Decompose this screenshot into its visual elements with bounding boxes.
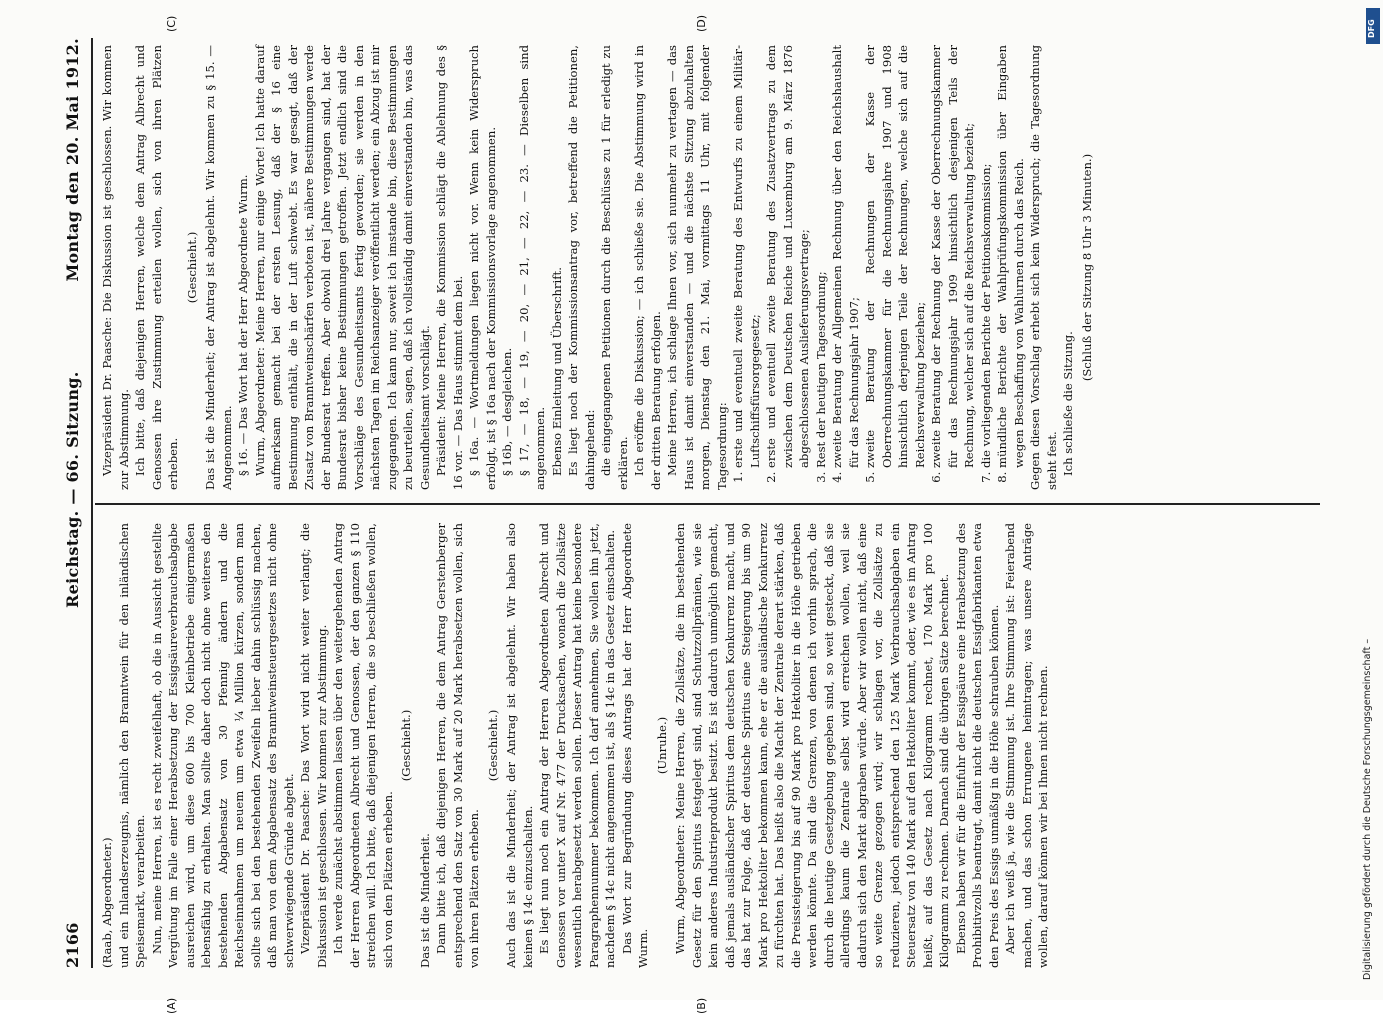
paragraph: (Geschieht.) <box>485 709 500 782</box>
paragraph: Aber ich weiß ja, wie die Stimmung ist. Ihre Stimmung ist: Feierabend machen, und das schon Errungene heimtragen; was unsere Anträge wollen, darauf können wir bei Ihnen nicht rechnen. <box>1003 523 1050 968</box>
agenda-item: 6. zweite Beratung der Rechnung der Kasse der Oberrechnungskammer für das Rechnungsjahr 1909 hinsichtlich desjenigen Teils der Rechnung, welcher sich auf die Reichsverwaltung bezieht; <box>928 45 978 468</box>
rotated-newspaper-page <box>55 14 1325 1014</box>
paragraph: die eingegangenen Petitionen durch die Beschlüsse zu 1 für erledigt zu erklären. <box>599 45 630 490</box>
paragraph: § 16b, — desgleichen. <box>500 347 514 476</box>
column-divider <box>95 503 1320 505</box>
agenda-item: 1. erste und eventuell zweite Beratung des Entwurfs zu einem Militär-Luftschiffsfürsorgegesetz; <box>730 45 763 468</box>
paragraph: Vizepräsident Dr. Paasche: Das Wort wird nicht weiter verlangt; die Diskussion ist geschlossen. Wir kommen zur Abstimmung. <box>298 523 329 968</box>
paragraph: (Raab, Abgeordneter.) <box>100 837 114 968</box>
paragraph: Ebenso haben wir für die Einfuhr der Essigsäure eine Herabsetzung des Prohibitivzolls beantragt, damit nicht die deutschen Essigfabrikanten etwa den Preis des Essigs unmäßig in die Höhe schrauben können. <box>953 523 1001 968</box>
left-column <box>99 523 1052 968</box>
paragraph: (Geschieht.) <box>184 231 199 304</box>
agenda-item: 3. Rest der heutigen Tagesordnung; <box>813 45 830 468</box>
agenda-item: 2. erste und eventuell zweite Beratung des Zusatzvertrags zu dem zwischen dem Deutschen Reiche und Luxemburg am 9. März 1876 abgeschlossenen Auslieferungsvertrage; <box>763 45 813 468</box>
page-number: 2166 <box>63 922 82 968</box>
dfg-logo: DFG <box>1366 8 1380 44</box>
paragraph: § 16. — Das Wort hat der Herr Abgeordnete Wurm. <box>236 174 250 476</box>
agenda-item: 7. die vorliegenden Berichte der Petitionskommission; <box>978 45 995 468</box>
paragraph: (Unruhe.) <box>654 716 669 775</box>
agenda-item: 4. zweite Beratung der Allgemeinen Rechnung über den Reichshaushalt für das Rechnungsjahr 1907; <box>829 45 862 468</box>
paragraph: Ebenso Einleitung und Überschrift. <box>549 267 564 476</box>
paragraph: Präsident: Meine Herren, die Kommission schlägt die Ablehnung des § 16 vor. — Das Haus stimmt dem bei. <box>434 45 465 490</box>
paragraph: Es liegt noch der Kommissionsantrag vor, betreffend die Petitionen, dahingehend: <box>566 45 597 490</box>
paragraph: Das ist die Minderheit; der Antrag ist abgelehnt. Wir kommen zu § 15. — Angenommen. <box>203 45 234 490</box>
paragraph: § 16a. — Wortmeldungen liegen nicht vor. Wenn kein Widerspruch erfolgt, ist § 16a nach der Kommissionsvorlage angenommen. <box>467 45 498 490</box>
paragraph: § 17, — 18, — 19, — 20, — 21, — 22, — 23. — Dieselben sind angenommen. <box>516 45 547 490</box>
paragraph: Das ist die Minderheit. <box>417 833 432 968</box>
paragraph: Wurm, Abgeordneter: Meine Herren, die Zollsätze, die im bestehenden Gesetz für den Spiritus festgelegt sind, sind Schutzzollprämien, wie sie kein anderes Industrieprodukt besitzt. Es ist dadurch unmöglich gemacht, daß jemals ausländischer Spiritus dem deutschen Konkurrenz macht, und das hat zur Folge, daß der deutsche Spiritus eine Steigerung bis um 90 Mark pro Hektoliter bekommen kann, ehe er die ausländische Konkurrenz zu fürchten hat. Das heißt also die Macht der Zentrale derart stärken, daß die Preissteigerung bis auf 90 Mark pro Hektoliter in die Höhe getrieben werden könnte. Da sind die Grenzen, von denen ich vorhin sprach, die durch die heutige Gesetzgebung gegeben sind, so weit gesteckt, daß sie allerdings kaum die Zentrale selbst wird erreichen wollen, weil sie dadurch sich den Markt abgraben würde. Aber wir wollen nicht, daß eine so weite Grenze gezogen wird; wir schlagen vor, die Zollsätze zu reduzieren, jedoch entsprechend den 125 Mark Verbrauchsabgaben ein Steuersatz von 140 Mark auf den Hektoliter kommt, oder, wie es im Antrag heißt, auf das Gesetz nach Kilogramm rechnet, 170 Mark pro 100 Kilogramm zu rechnen. Darnach sind die übrigen Sätze berechnet. <box>673 523 951 968</box>
paragraph: Gegen diesen Vorschlag erhebt sich kein Widerspruch; die Tagesordnung steht fest. <box>1028 45 1059 490</box>
paragraph: Es liegt nun noch ein Antrag der Herren Abgeordneten Albrecht und Genossen vor unter X auf Nr. 477 der Drucksachen, wonach die Zollsätze wesentlich herabgesetzt werden sollen. Dieser Antrag hat keine besondere Paragraphennummer bekommen. Ich darf annehmen, Sie wollen ihn jetzt, nachdem § 14c nicht angenommen ist, als § 14c in das Gesetz einschalten. <box>537 523 617 968</box>
paragraph: Wurm, Abgeordneter: Meine Herren, nur einige Worte! Ich hatte darauf aufmerksam gemacht bei der ersten Lesung, daß der § 16 eine Bestimmung enthält, die in der Luft schwebt. Es war gesagt, daß der Zusatz von Branntweinschärfen verboten ist, nähere Bestimmungen werde der Bundesrat treffen. Aber obwohl drei Jahre vergangen sind, hat der Bundesrat bisher keine Bestimmungen getroffen. Jetzt endlich sind die Vorschläge des Gesundheitsamts fertig geworden; sie werden in den nächsten Tagen im Reichsanzeiger veröffentlicht werden; ein Abzug ist mir zugegangen. Ich kann nur, soweit ich imstande bin, diese Bestimmungen zu beurteilen, sagen, daß ich vollständig damit einverstanden bin, was das Gesundheitsamt vorschlägt. <box>252 45 432 490</box>
session-title: Reichstag. — 66. Sitzung. <box>63 371 82 608</box>
paragraph: und ein Inlandserzeugnis, nämlich den Branntwein für den inländischen Speisemarkt, verarbeiten. <box>116 523 147 968</box>
paragraph: Ich eröffne die Diskussion; — ich schließe sie. Die Abstimmung wird in der dritten Beratung erfolgen. <box>632 45 663 490</box>
digitization-credit: Digitalisierung gefördert durch die Deutsche Forschungsgemeinschaft – <box>1362 638 1373 980</box>
margin-mark-c: (C) <box>165 15 178 32</box>
paragraph: Nun, meine Herren, ist es recht zweifelhaft, ob die in Aussicht gestellte Vergütung im Falle einer Herabsetzung der Essigsäureverbrauchsabgabe ausreichen wird, um diese 600 bis 700 Kleinbetriebe einigermaßen lebensfähig zu erhalten. Man sollte daher doch nicht ohne weiteres den bestehenden Abgabensatz von 30 Pfennig ändern und die Reichseinnahmen um neuem um etwa ¼ Million kürzen, sondern man sollte sich bei den bestehenden Zweifeln lieber dahin schlüssig machen, daß man von dem Abgabensatz des Branntweinsteuergesetzes nicht ohne schwerwiegende Gründe abgeht. <box>149 523 296 968</box>
paragraph: (Schluß der Sitzung 8 Uhr 3 Minuten.) <box>1079 153 1094 382</box>
page-header <box>55 38 89 968</box>
paragraph: Ich schließe die Sitzung. <box>1061 331 1075 476</box>
paragraph: (Geschieht.) <box>399 709 413 782</box>
agenda-list <box>730 45 1027 490</box>
margin-mark-b: (B) <box>695 997 708 1014</box>
paragraph: Dann bitte ich, daß diejenigen Herren, die dem Antrag Gerstenberger entsprechend den Satz von 30 Mark auf 20 Mark herabsetzen wollen, sich von ihren Plätzen erheben. <box>434 523 481 968</box>
paragraph: Auch das ist die Minderheit; der Antrag ist abgelehnt. Wir haben also keinen § 14c einzuschalten. <box>504 523 535 968</box>
margin-mark-d: (D) <box>695 14 708 32</box>
paragraph: Meine Herren, ich schlage Ihnen vor, sich nunmehr zu vertagen — das Haus ist damit einverstanden — und die nächste Sitzung abzuhalten morgen, Dienstag den 21. Mai, vormittags 11 Uhr, mit folgender Tagesordnung: <box>665 45 729 490</box>
paragraph: Das Wort zur Begründung dieses Antrags hat der Herr Abgeordnete Wurm. <box>619 523 650 968</box>
right-column <box>99 45 1097 490</box>
paragraph: Vizepräsident Dr. Paasche: Die Diskussion ist geschlossen. Wir kommen zur Abstimmung. <box>100 45 131 490</box>
paragraph: Ich werde zunächst abstimmen lassen über den weitergehenden Antrag der Herren Abgeordneten Albrecht und Genossen, der den ganzen § 110 streichen will. Ich bitte, daß diejenigen Herren, die so beschließen wollen, sich von den Plätzen erheben. <box>331 523 395 968</box>
agenda-item: 8. mündliche Berichte der Wahlprüfungskommission über Eingaben wegen Beschaffung von Wahlurnen durch das Reich. <box>994 45 1027 468</box>
paragraph: Ich bitte, daß diejenigen Herren, welche dem Antrag Albrecht und Genossen ihre Zustimmung erteilen wollen, sich von ihren Plätzen erheben. <box>133 45 180 490</box>
header-rule <box>91 38 93 968</box>
margin-mark-a: (A) <box>165 997 178 1014</box>
agenda-item: 5. zweite Beratung der Rechnungen der Kasse der Oberrechnungskammer für die Rechnungsjahre 1907 und 1908 hinsichtlich derjenigen Teile der Rechnungen, welche sich auf die Reichsverwaltung beziehen; <box>862 45 928 468</box>
session-date: Montag den 20. Mai 1912. <box>63 38 82 282</box>
